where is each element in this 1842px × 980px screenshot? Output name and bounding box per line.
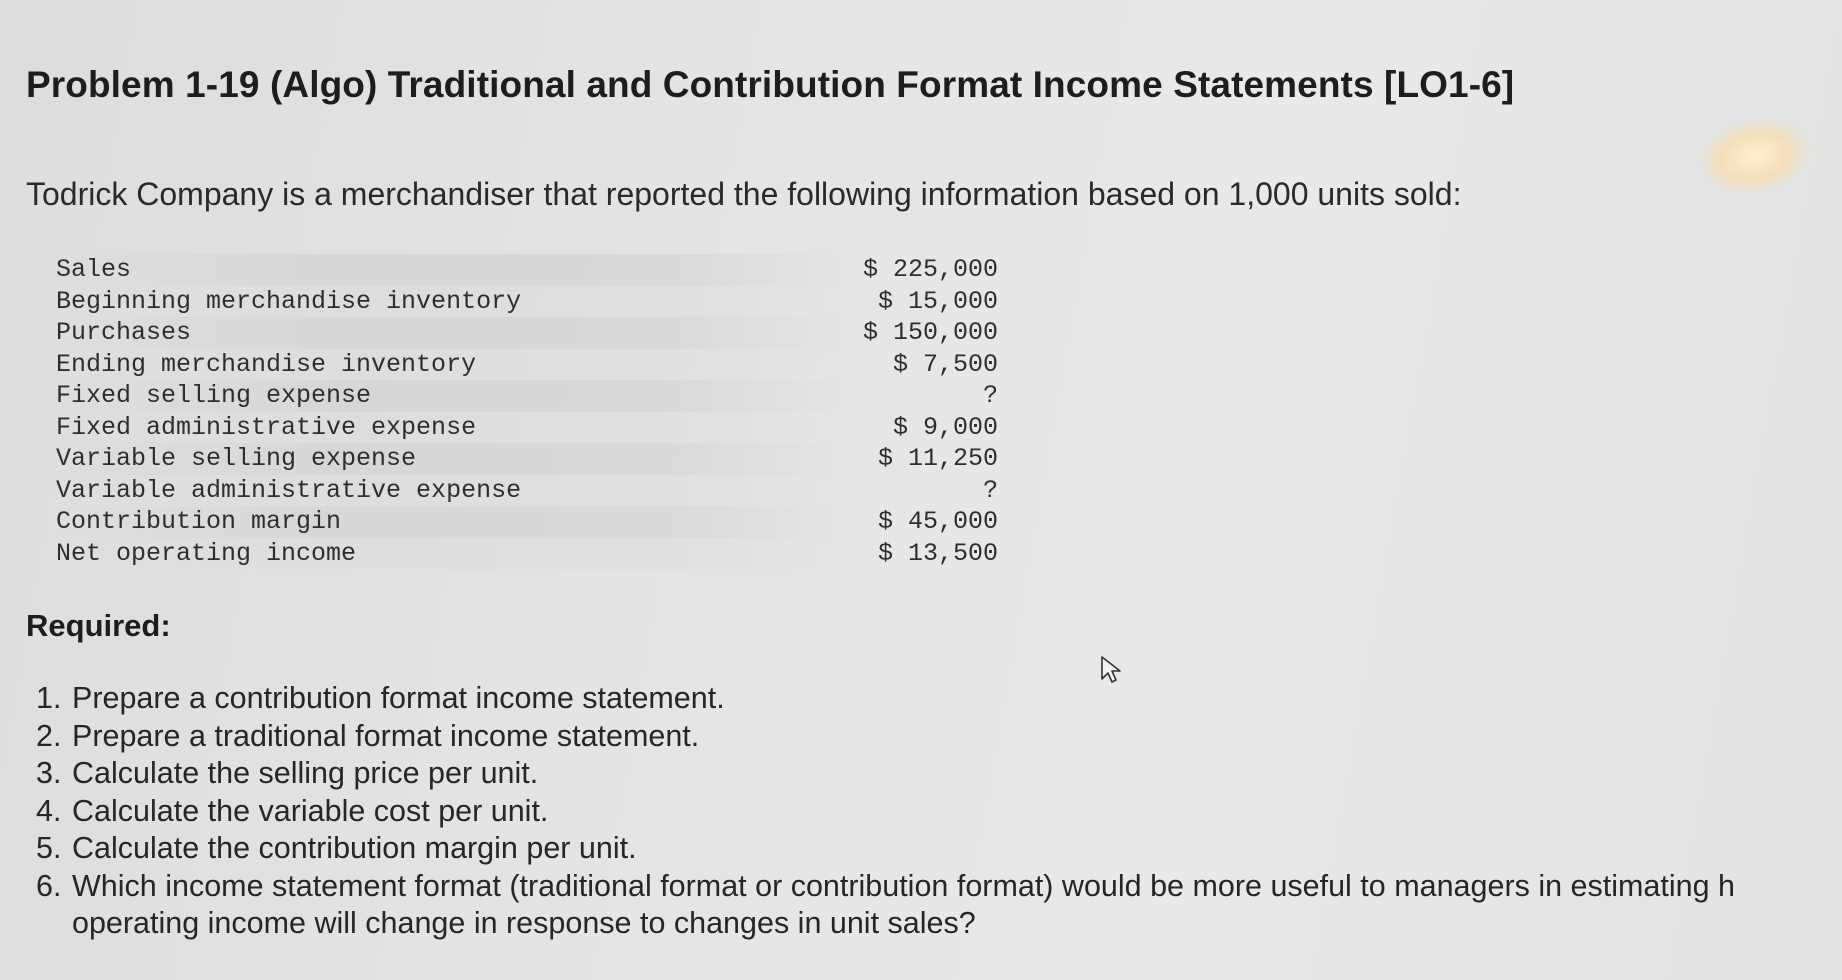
row-value: $ 225,000 [862, 255, 998, 284]
row-value: $ 9,000 [892, 412, 998, 442]
item-number: 5. [36, 831, 62, 865]
list-item [26, 830, 1735, 868]
list-item [26, 680, 1735, 718]
financial-data-table [52, 254, 998, 569]
item-number: 3. [36, 756, 62, 790]
row-label: Net operating income [52, 538, 852, 570]
item-number: 6. [36, 868, 62, 903]
list-item [26, 868, 1735, 943]
row-label: Variable administrative expense [52, 475, 852, 507]
table-row [52, 254, 998, 286]
table-row [52, 380, 998, 412]
item-text: Calculate the contribution margin per unit. [72, 831, 637, 865]
list-item [26, 793, 1735, 831]
item-text: Prepare a contribution format income statement. [72, 681, 725, 715]
screen-glare [1694, 109, 1817, 202]
table-row [52, 538, 998, 570]
problem-title: Problem 1-19 (Algo) Traditional and Contribution Format Income Statements [LO1-6] [26, 64, 1515, 105]
row-value: $ 7,500 [892, 349, 998, 379]
row-label: Variable selling expense [52, 443, 852, 475]
table-row [52, 317, 998, 349]
row-value: $ 13,500 [877, 538, 998, 568]
row-value: $ 15,000 [877, 286, 998, 316]
row-value: ? [982, 381, 998, 410]
row-label: Ending merchandise inventory [52, 349, 852, 381]
row-label: Fixed administrative expense [52, 412, 852, 444]
item-text: Calculate the variable cost per unit. [72, 793, 549, 828]
row-value: $ 45,000 [877, 507, 998, 536]
list-item [26, 755, 1735, 793]
item-text: Calculate the selling price per unit. [72, 756, 539, 790]
row-label: Contribution margin [52, 506, 852, 538]
row-label: Sales [52, 254, 852, 286]
item-number: 2. [36, 718, 62, 753]
row-value: $ 150,000 [862, 318, 998, 347]
row-label: Fixed selling expense [52, 380, 852, 412]
table-row [52, 475, 998, 507]
item-number: 1. [36, 681, 62, 715]
row-label: Purchases [52, 317, 852, 349]
row-value: $ 11,250 [877, 444, 998, 473]
item-text: Which income statement format (traditional format or contribution format) would be more useful to managers in estimating h [72, 868, 1735, 903]
table-row [52, 349, 998, 381]
table-row [52, 443, 998, 475]
item-text: Prepare a traditional format income statement. [72, 718, 700, 753]
table-row [52, 506, 998, 538]
mouse-pointer-icon [1100, 655, 1126, 685]
item-text-continuation: operating income will change in response to changes in unit sales? [72, 906, 976, 940]
row-label: Beginning merchandise inventory [52, 286, 852, 318]
row-value: ? [982, 475, 998, 505]
item-number: 4. [36, 793, 62, 828]
list-item [26, 718, 1735, 756]
required-heading: Required: [26, 608, 171, 643]
table-row [52, 286, 998, 318]
problem-intro: Todrick Company is a merchandiser that reported the following information based on 1,000 units sold: [26, 176, 1462, 212]
table-row [52, 412, 998, 444]
required-list [26, 680, 1735, 943]
